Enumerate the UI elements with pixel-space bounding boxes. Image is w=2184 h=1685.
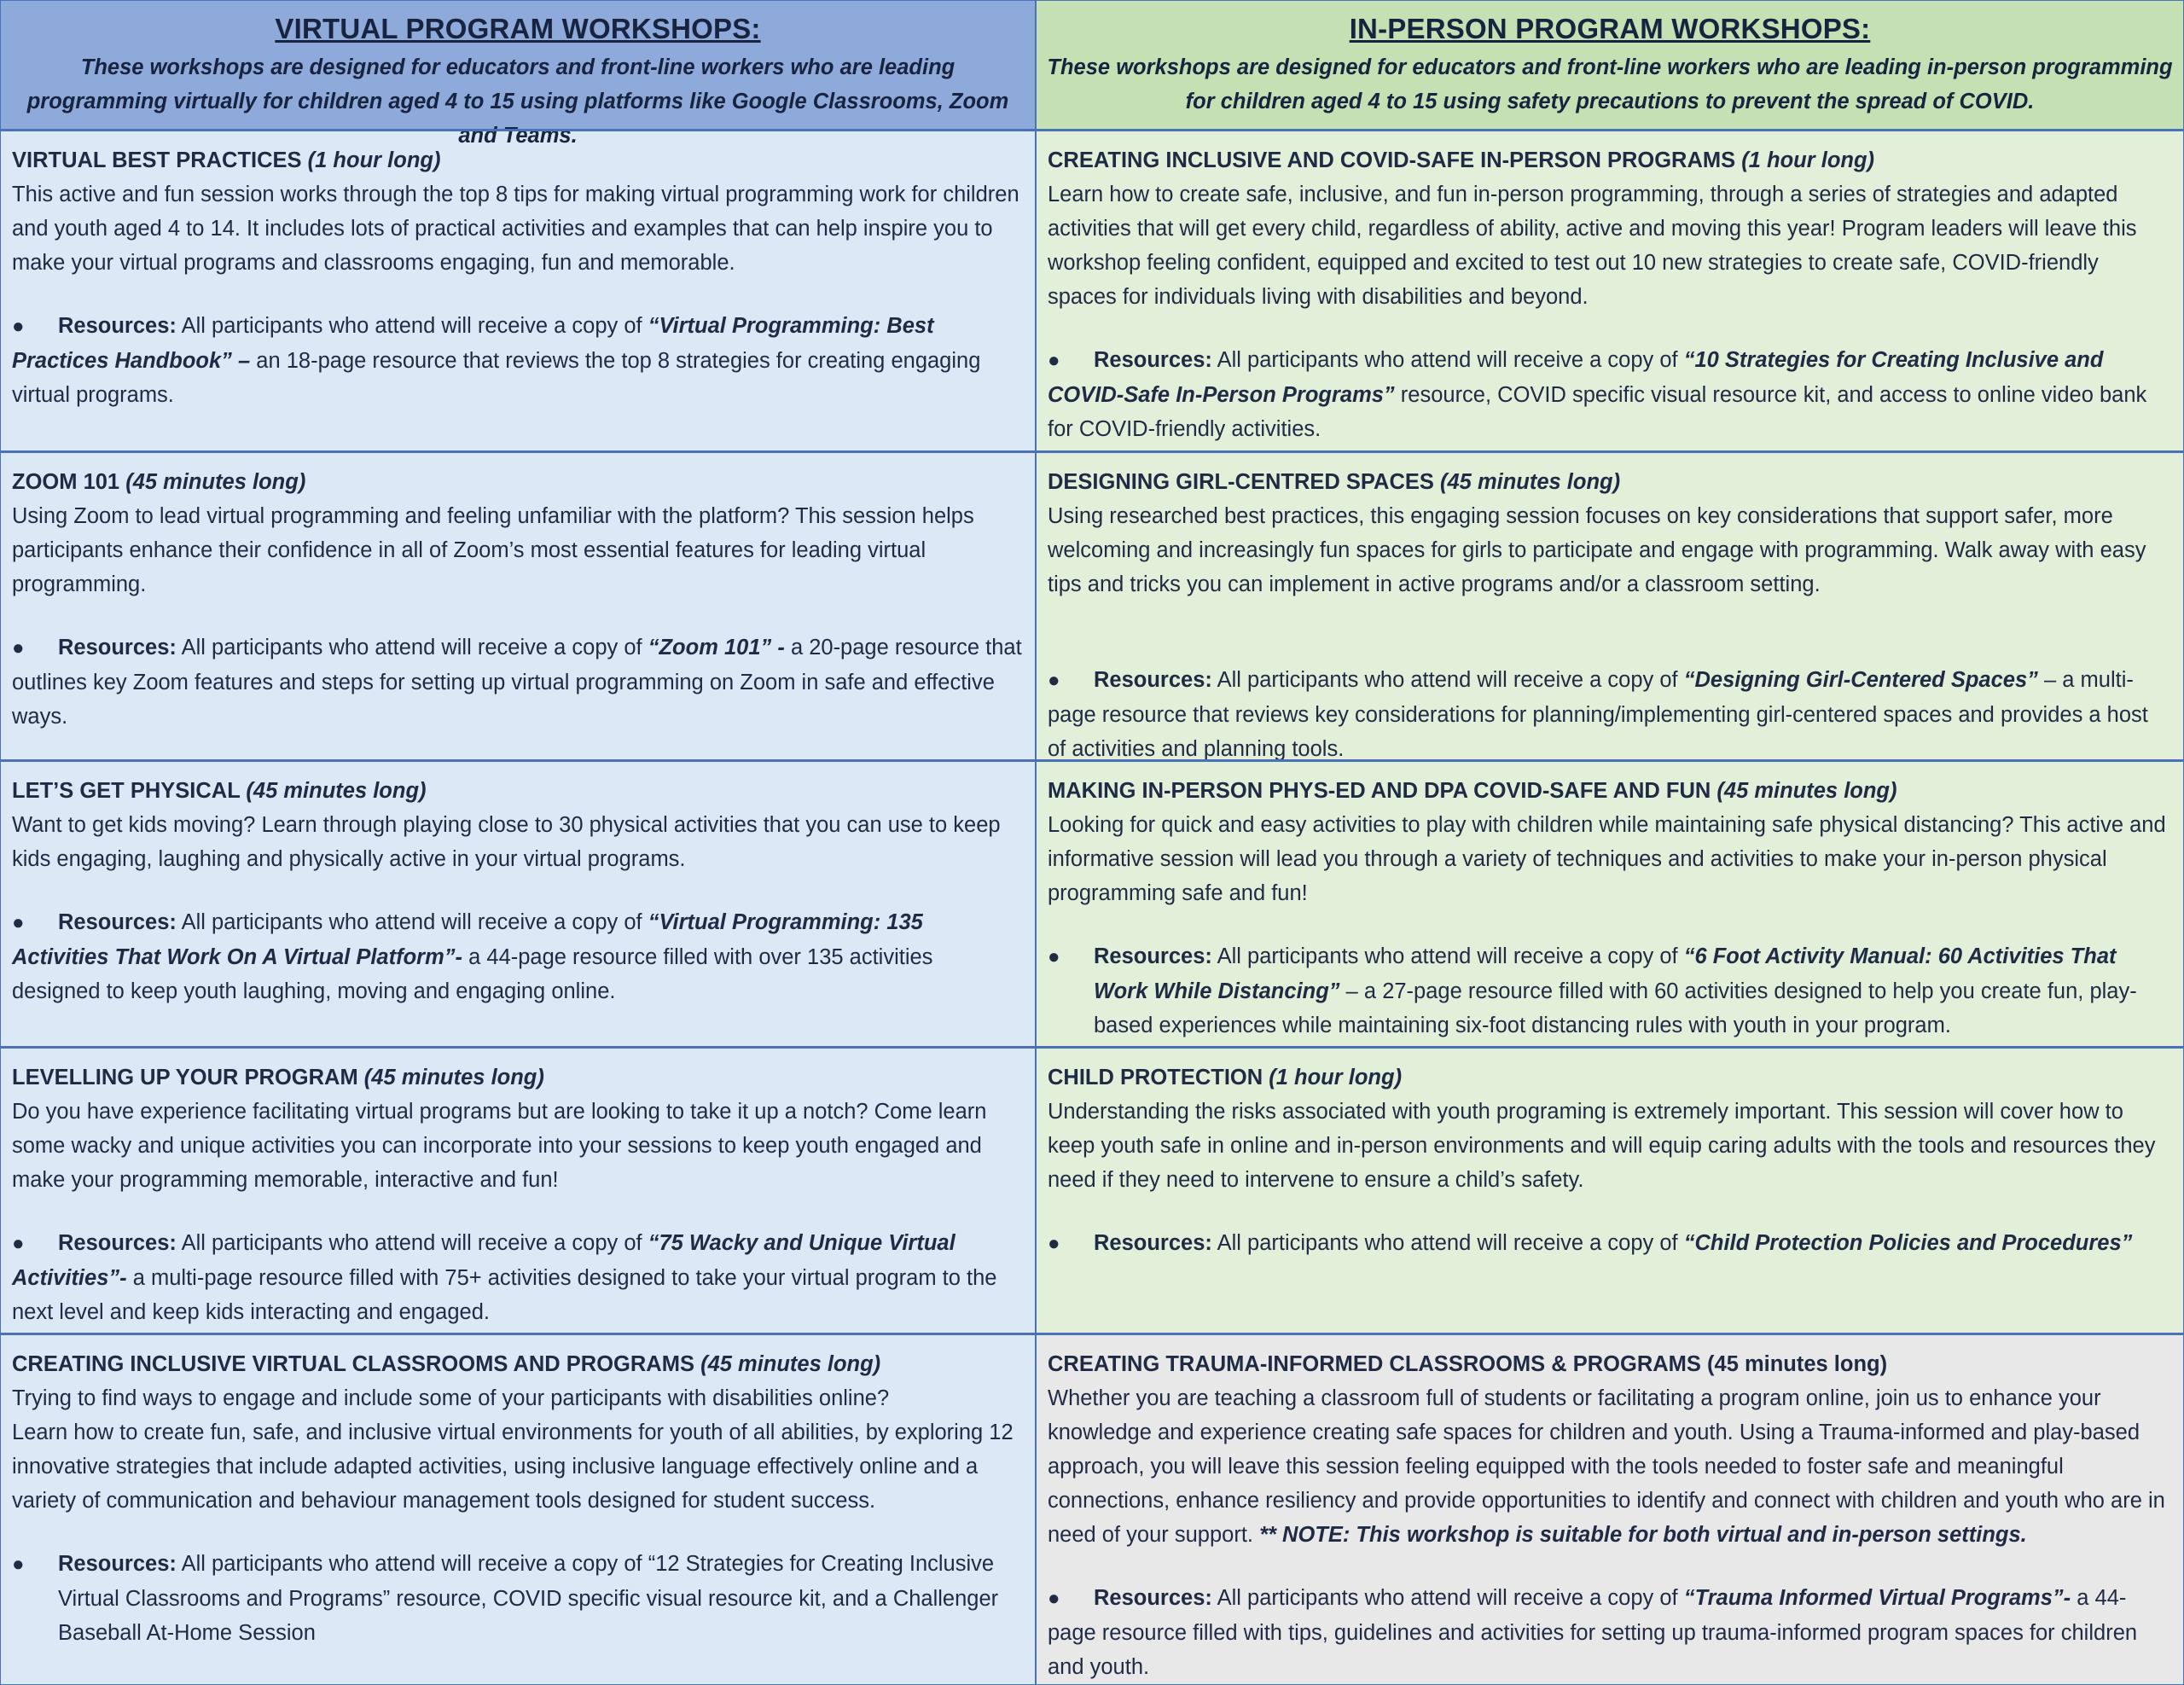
workshop-title: CREATING INCLUSIVE VIRTUAL CLASSROOMS AND PROGRAMS (45 minutes long) [12,1352,881,1376]
in-person-header [1037,1,2183,129]
workshop-title: LEVELLING UP YOUR PROGRAM (45 minutes long) [12,1066,544,1089]
workshop-description: Using Zoom to lead virtual programming and feeling unfamiliar with the platform? This session helps participants enhance their confidence in all of Zoom’s most essential features for leading virtual programming. [12,504,974,596]
workshop-cell [1037,129,2183,450]
virtual-heading: VIRTUAL PROGRAM WORKSHOPS: [275,13,761,44]
workshop-description: Understanding the risks associated with youth programing is extremely important. This session will cover how to keep youth safe in online and in-person environments and will equip caring adults with the tools and resources they need if they need to intervene to ensure a child’s safety. [1048,1100,2156,1192]
bullet-icon: ● [12,636,25,659]
bullet-icon: ● [1048,1232,1060,1255]
workshop-title: VIRTUAL BEST PRACTICES (1 hour long) [12,148,441,172]
workshop-description: Want to get kids moving? Learn through playing close to 30 physical activities that you can use to keep kids engaging, laughing and physically active in your virtual programs. [12,813,1001,871]
workshop-resources: ● Resources: All participants who attend will receive a copy of “10 Strategies for Creating Inclusive and COVID-Safe In-Person Programs” resource, COVID specific visual resource kit, and access to online video bank for COVID-friendly activities. [1048,343,2171,446]
workshop-cell [1,129,1035,450]
workshop-cell [1037,1333,2183,1684]
workshop-resources: ● Resources: All participants who attend will receive a copy of “12 Strategies for Creating Inclusive Virtual Classrooms and Programs” resource, COVID specific visual resource kit, and a Challenger Baseball At-Home Session [12,1547,1023,1650]
workshop-title: CREATING INCLUSIVE AND COVID-SAFE IN-PERSON PROGRAMS (1 hour long) [1048,148,1875,172]
workshop-cell [1037,1046,2183,1333]
bullet-icon: ● [12,1232,25,1255]
workshop-resources: ● Resources: All participants who attend will receive a copy of “6 Foot Activity Manual: 60 Activities That Work While Distancing” – a 27-page resource filled with 60 activities designed to help you create fun, play-based experiences while maintaining six-foot distancing rules with youth in your program. [1048,939,2171,1043]
virtual-column [1,1,1035,1684]
workshop-resources: ● Resources: All participants who attend will receive a copy of “Virtual Programming: 135 Activities That Work On A Virtual Platform”- a 44-page resource filled with over 135 activities designed to keep youth laughing, moving and engaging online. [12,905,1023,1008]
workshop-resources: ● Resources: All participants who attend will receive a copy of “Designing Girl-Centered Spaces” – a multi-page resource that reviews key considerations for planning/implementing girl-centered spaces and provides a host of activities and planning tools. [1048,663,2171,766]
in-person-column [1037,1,2183,1684]
workshop-title: MAKING IN-PERSON PHYS-ED AND DPA COVID-SAFE AND FUN (45 minutes long) [1048,779,1897,803]
bullet-icon: ● [1048,1587,1060,1610]
virtual-subheading: These workshops are designed for educators and front-line workers who are leading programming virtually for children aged 4 to 15 using platforms like Google Classrooms, Zoom and Teams. [26,55,1009,148]
bullet-icon: ● [12,911,25,934]
bullet-icon: ● [12,315,25,338]
workshop-description: Whether you are teaching a classroom full of students or facilitating a program online, join us to enhance your knowledge and experience creating safe spaces for children and youth. Using a Trauma-informed and play-based approach, you will leave this session feeling equipped with the tools needed to foster safe and meaningful connections, enhance resiliency and provide opportunities to identify and connect with children and youth who are in need of your support. ** NOTE: This workshop is suitable for both virtual and in-person settings. [1048,1386,2165,1547]
workshop-resources: ● Resources: All participants who attend will receive a copy of “Zoom 101” - a 20-page resource that outlines key Zoom features and steps for setting up virtual programming on Zoom in safe and effective ways. [12,630,1023,734]
workshop-description: Trying to find ways to engage and include some of your participants with disabilities online? [12,1386,890,1410]
workshop-title: ZOOM 101 (45 minutes long) [12,470,306,494]
in-person-heading: IN-PERSON PROGRAM WORKSHOPS: [1349,13,1871,44]
workshop-resources: ● Resources: All participants who attend will receive a copy of “Virtual Programming: Best Practices Handbook” – an 18-page resource that reviews the top 8 strategies for creating engaging virtual programs. [12,309,1023,412]
in-person-subheading: These workshops are designed for educators and front-line workers who are leading in-person programming for children aged 4 to 15 using safety precautions to prevent the spread of COVID. [1047,55,2173,113]
bullet-icon: ● [1048,945,1060,968]
workshop-title: LET’S GET PHYSICAL (45 minutes long) [12,779,427,803]
workshop-description: Do you have experience facilitating virtual programs but are looking to take it up a notch? Come learn some wacky and unique activities you can incorporate into your sessions to keep youth engaged and make your programming memorable, interactive and fun! [12,1100,987,1192]
workshop-title: CREATING TRAUMA-INFORMED CLASSROOMS & PROGRAMS (45 minutes long) [1048,1352,1888,1376]
virtual-header [1,1,1035,148]
bullet-icon: ● [12,1553,25,1576]
workshop-cell [1,759,1035,1046]
workshop-note: ** NOTE: This workshop is suitable for both virtual and in-person settings. [1259,1523,2027,1547]
workshop-title: DESIGNING GIRL-CENTRED SPACES (45 minutes long) [1048,470,1621,494]
workshop-cell [1,1046,1035,1333]
workshop-cell [1,1333,1035,1684]
workshop-resources: ● Resources: All participants who attend will receive a copy of “Child Protection Policies and Procedures” [1048,1226,2171,1261]
workshop-cell [1,450,1035,759]
workshop-description: Using researched best practices, this engaging session focuses on key considerations that support safer, more welcoming and increasingly fun spaces for girls to participate and engage with programming. Walk away with easy tips and tricks you can implement in active programs and/or a classroom setting. [1048,504,2146,596]
workshop-title: CHILD PROTECTION (1 hour long) [1048,1066,1403,1089]
bullet-icon: ● [1048,349,1060,372]
workshop-description: This active and fun session works through the top 8 tips for making virtual programming work for children and youth aged 4 to 14. It includes lots of practical activities and examples that can help inspire you to make your virtual programs and classrooms engaging, fun and memorable. [12,183,1019,275]
workshop-cell [1037,759,2183,1046]
workshop-description-continued: Learn how to create fun, safe, and inclusive virtual environments for youth of all abilities, by exploring 12 innovative strategies that include adapted activities, using inclusive language effectively online and a variety of communication and behaviour management tools designed for student success. [12,1421,1014,1513]
bullet-icon: ● [1048,669,1060,692]
workshop-description: Looking for quick and easy activities to play with children while maintaining safe physical distancing? This active and informative session will lead you through a variety of techniques and activities to make your in-person physical programming safe and fun! [1048,813,2166,905]
workshop-cell [1037,450,2183,759]
workshop-resources: ● Resources: All participants who attend will receive a copy of “75 Wacky and Unique Virtual Activities”- a multi-page resource filled with 75+ activities designed to take your virtual program to the next level and keep kids interacting and engaged. [12,1226,1023,1329]
workshop-resources: ● Resources: All participants who attend will receive a copy of “Trauma Informed Virtual Programs”- a 44-page resource filled with tips, guidelines and activities for setting up trauma-informed program spaces for children and youth. [1048,1581,2171,1684]
workshop-description: Learn how to create safe, inclusive, and fun in-person programming, through a series of strategies and adapted activities that will get every child, regardless of ability, active and moving this year! Program leaders will leave this workshop feeling confident, equipped and excited to test out 10 new strategies to create safe, COVID-friendly spaces for individuals living with disabilities and beyond. [1048,183,2137,309]
